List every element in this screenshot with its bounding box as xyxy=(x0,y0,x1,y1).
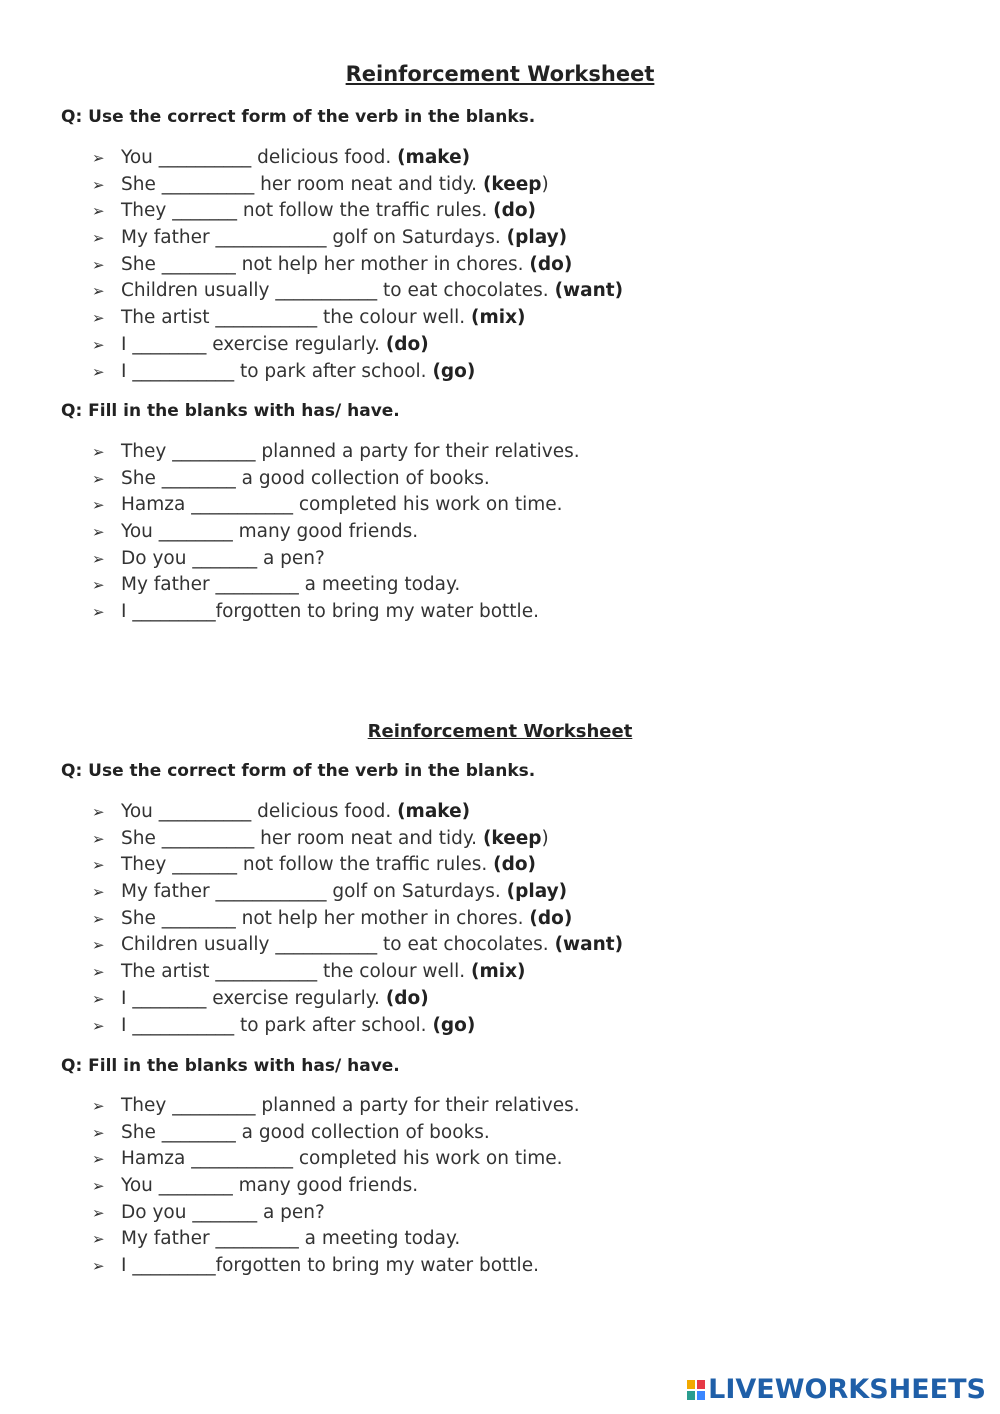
list-item: ➢ My father _________ a meeting today. xyxy=(92,572,580,599)
worksheet-title: Reinforcement Worksheet xyxy=(345,62,655,86)
arrow-bullet-icon: ➢ xyxy=(92,1230,105,1249)
liveworksheets-logo-icon xyxy=(687,1380,705,1400)
verb-exercise-list xyxy=(92,145,623,385)
list-item: ➢ She ________ a good collection of books. xyxy=(92,1120,580,1147)
has-have-exercise-list xyxy=(92,1093,580,1280)
arrow-bullet-icon: ➢ xyxy=(92,1257,105,1276)
arrow-bullet-icon: ➢ xyxy=(92,1177,105,1196)
arrow-bullet-icon: ➢ xyxy=(92,309,105,328)
list-item: ➢ She __________ her room neat and tidy. (keep ) xyxy=(92,172,623,199)
arrow-bullet-icon: ➢ xyxy=(92,443,105,461)
list-item: ➢ She __________ her room neat and tidy. (keep ) xyxy=(92,826,623,853)
arrow-bullet-icon: ➢ xyxy=(92,936,105,955)
list-item: ➢ Do you _______ a pen? xyxy=(92,546,580,573)
list-item: ➢ You ________ many good friends. xyxy=(92,519,580,546)
arrow-bullet-icon: ➢ xyxy=(92,282,105,301)
list-item: ➢ You ________ many good friends. xyxy=(92,1173,580,1200)
list-item: ➢ They _________ planned a party for their relatives. xyxy=(92,1093,580,1120)
list-item: ➢ I ________ exercise regularly. (do) xyxy=(92,332,623,359)
list-item: ➢ Children usually ___________ to eat chocolates. (want) xyxy=(92,278,623,305)
liveworksheets-logo[interactable] xyxy=(687,1374,986,1405)
arrow-bullet-icon: ➢ xyxy=(92,909,105,928)
arrow-bullet-icon: ➢ xyxy=(92,469,105,488)
arrow-bullet-icon: ➢ xyxy=(92,883,105,902)
list-item: ➢ She ________ a good collection of books. xyxy=(92,466,580,493)
arrow-bullet-icon: ➢ xyxy=(92,1123,105,1142)
arrow-bullet-icon: ➢ xyxy=(92,175,105,194)
list-item: ➢ I _________forgotten to bring my water bottle. xyxy=(92,599,580,626)
arrow-bullet-icon: ➢ xyxy=(92,603,105,622)
list-item: ➢ Children usually ___________ to eat chocolates. (want) xyxy=(92,932,623,959)
list-item: ➢ Do you _______ a pen? xyxy=(92,1200,580,1227)
list-item: ➢ The artist ___________ the colour well. (mix) xyxy=(92,305,623,332)
list-item: ➢ I _________forgotten to bring my water bottle. xyxy=(92,1253,580,1280)
arrow-bullet-icon: ➢ xyxy=(92,496,105,515)
question-heading: Q: Use the correct form of the verb in the blanks. xyxy=(61,107,536,127)
arrow-bullet-icon: ➢ xyxy=(92,576,105,595)
question-heading: Q: Use the correct form of the verb in the blanks. xyxy=(61,761,536,781)
arrow-bullet-icon: ➢ xyxy=(92,829,105,848)
question-heading: Q: Fill in the blanks with has/ have. xyxy=(61,1056,400,1076)
arrow-bullet-icon: ➢ xyxy=(92,362,105,381)
list-item: ➢ They _______ not follow the traffic rules. (do) xyxy=(92,198,623,225)
list-item: ➢ Hamza ___________ completed his work on time. xyxy=(92,1146,580,1173)
list-item: ➢ My father ____________ golf on Saturdays. (play) xyxy=(92,225,623,252)
arrow-bullet-icon: ➢ xyxy=(92,202,105,221)
list-item: ➢ Hamza ___________ completed his work on time. xyxy=(92,492,580,519)
arrow-bullet-icon: ➢ xyxy=(92,1150,105,1169)
list-item: ➢ My father ____________ golf on Saturdays. (play) xyxy=(92,879,623,906)
list-item: ➢ My father _________ a meeting today. xyxy=(92,1226,580,1253)
arrow-bullet-icon: ➢ xyxy=(92,149,105,167)
arrow-bullet-icon: ➢ xyxy=(92,1203,105,1222)
arrow-bullet-icon: ➢ xyxy=(92,523,105,542)
list-item: ➢ The artist ___________ the colour well. (mix) xyxy=(92,959,623,986)
list-item: ➢ I ________ exercise regularly. (do) xyxy=(92,986,623,1013)
list-item: ➢ She ________ not help her mother in chores. (do) xyxy=(92,252,623,279)
question-heading: Q: Fill in the blanks with has/ have. xyxy=(61,401,400,421)
arrow-bullet-icon: ➢ xyxy=(92,335,105,354)
list-item: ➢ You __________ delicious food. (make) xyxy=(92,799,623,826)
verb-exercise-list xyxy=(92,799,623,1039)
worksheet-title: Reinforcement Worksheet xyxy=(367,721,633,742)
arrow-bullet-icon: ➢ xyxy=(92,989,105,1008)
arrow-bullet-icon: ➢ xyxy=(92,255,105,274)
list-item: ➢ I ___________ to park after school. (go) xyxy=(92,1013,623,1040)
arrow-bullet-icon: ➢ xyxy=(92,549,105,568)
has-have-exercise-list xyxy=(92,439,580,626)
arrow-bullet-icon: ➢ xyxy=(92,1097,105,1115)
logo-text: LIVEWORKSHEETS xyxy=(708,1374,986,1405)
arrow-bullet-icon: ➢ xyxy=(92,1016,105,1035)
list-item: ➢ She ________ not help her mother in chores. (do) xyxy=(92,906,623,933)
list-item: ➢ You __________ delicious food. (make) xyxy=(92,145,623,172)
list-item: ➢ They _________ planned a party for their relatives. xyxy=(92,439,580,466)
arrow-bullet-icon: ➢ xyxy=(92,963,105,982)
arrow-bullet-icon: ➢ xyxy=(92,856,105,875)
arrow-bullet-icon: ➢ xyxy=(92,803,105,821)
arrow-bullet-icon: ➢ xyxy=(92,229,105,248)
list-item: ➢ They _______ not follow the traffic rules. (do) xyxy=(92,852,623,879)
list-item: ➢ I ___________ to park after school. (go) xyxy=(92,359,623,386)
